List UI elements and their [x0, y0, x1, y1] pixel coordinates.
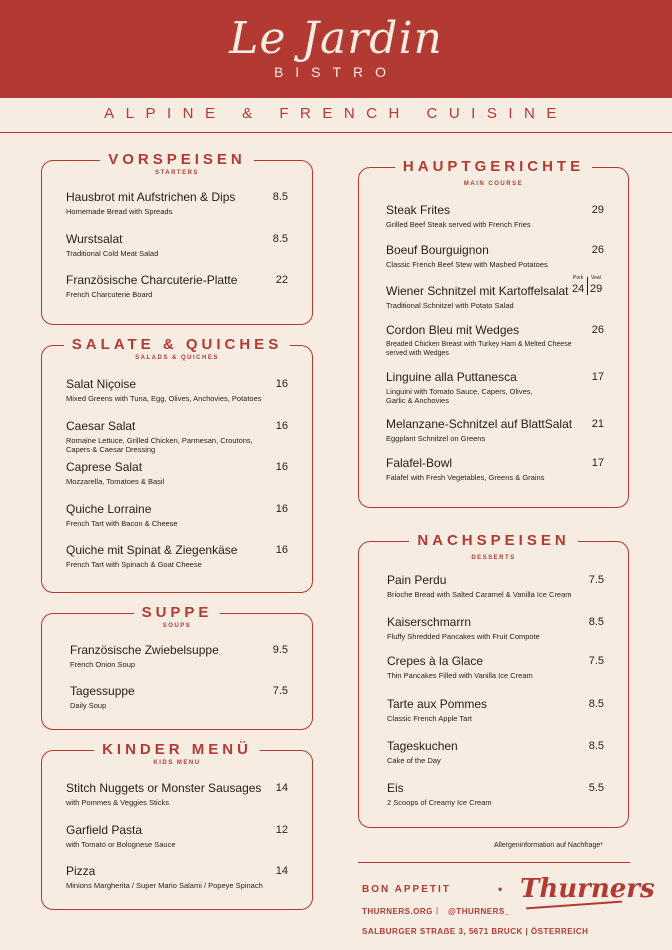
menu-item [386, 275, 604, 310]
section-kinder-menu [41, 741, 313, 910]
price-divider [587, 277, 588, 295]
website-link[interactable]: THURNERS.ORG [362, 907, 433, 916]
menu-item [66, 543, 288, 569]
section-subtitle: DESSERTS [471, 555, 516, 561]
item-price: 26 [591, 244, 604, 256]
item-price: 16 [275, 420, 288, 432]
pork-price: 24 [572, 283, 585, 295]
menu-item [66, 377, 288, 403]
item-price: 7.5 [588, 655, 604, 667]
item-name: Boeuf Bourguignon [386, 243, 489, 257]
menu-item [66, 273, 288, 299]
item-name: Tarte aux Pommes [387, 697, 488, 711]
section-suppe [41, 604, 313, 730]
item-name: Garfield Pasta [66, 823, 143, 837]
menu-item [387, 573, 604, 599]
item-price: 29 [591, 204, 604, 216]
menu-item [66, 190, 288, 216]
restaurant-logo-title: Le Jardin [229, 13, 443, 64]
item-description: Mixed Greens with Tuna, Egg, Olives, Anchovies, Potatoes [66, 394, 262, 403]
menu-item [387, 697, 604, 723]
address: SALBURGER STRAẞE 3, 5671 BRUCK | ÖSTERREICH [362, 927, 589, 936]
item-name: Falafel-Bowl [386, 456, 453, 470]
item-description-line2: Garlic & Anchovies [386, 396, 449, 405]
price-pair [572, 275, 604, 301]
item-price: 12 [275, 824, 288, 836]
section-vorspeisen [41, 151, 313, 325]
item-name: Wiener Schnitzel mit Kartoffelsalat [386, 284, 569, 298]
item-description: Linguini with Tomato Sauce, Capers, Olives, [386, 387, 533, 396]
item-name: Melanzane-Schnitzel auf BlattSalat [386, 417, 573, 431]
item-description: Romaine Lettuce, Grilled Chicken, Parmesan, Croutons, [66, 436, 253, 445]
menu-item [66, 419, 288, 454]
item-description: with Tomato or Bolognese Sauce [66, 840, 176, 849]
item-price: 8.5 [588, 698, 604, 710]
item-name: Caprese Salat [66, 460, 143, 474]
menu-item [70, 684, 288, 710]
item-name: Tagessuppe [70, 684, 135, 698]
tagline-divider [0, 132, 672, 133]
instagram-handle[interactable]: @THURNERS_ [448, 907, 510, 916]
item-description: Brioche Bread with Salted Caramel & Vanilla Ice Cream [387, 590, 572, 599]
item-name: Linguine alla Puttanesca [386, 370, 517, 384]
item-name: Caesar Salat [66, 419, 136, 433]
item-name: Pain Perdu [387, 573, 447, 587]
item-description: Minions Margherita / Super Mario Salami / Popeye Spinach [66, 881, 263, 890]
item-price: 16 [275, 378, 288, 390]
menu-item [386, 370, 604, 405]
item-price: 8.5 [588, 616, 604, 628]
item-name: Kaiserschmarrn [387, 615, 472, 629]
section-subtitle: SALADS & QUICHES [135, 355, 219, 361]
item-description-line2: Capers & Caesar Dressing [66, 445, 156, 454]
menu-item [386, 456, 604, 482]
item-description: Classic French Apple Tart [387, 714, 472, 723]
section-salate-quiches [41, 336, 313, 593]
item-price: 8.5 [272, 233, 288, 245]
item-description: Breaded Chicken Breast with Turkey Ham & Melted Cheese [386, 341, 572, 348]
menu-item [387, 615, 604, 641]
item-description: Eggplant Schnitzel on Greens [386, 434, 486, 443]
item-name: Hausbrot mit Aufstrichen & Dips [66, 190, 236, 204]
item-description: Grilled Beef Steak served with French Fries [386, 220, 531, 229]
veal-label: Veal [591, 275, 601, 281]
item-price: 17 [591, 457, 604, 469]
item-name: Pizza [66, 864, 96, 878]
item-description: Thin Pancakes Filled with Vanilla Ice Cream [387, 671, 533, 680]
footer-divider [358, 862, 630, 863]
section-subtitle: STARTERS [155, 170, 199, 176]
item-price: 8.5 [588, 740, 604, 752]
restaurant-logo-subtitle: BISTRO [273, 64, 399, 80]
item-name: Quiche mit Spinat & Ziegenkäse [66, 543, 238, 557]
bon-appetit-label: BON APPETIT [362, 884, 451, 895]
item-price: 7.5 [272, 685, 288, 697]
item-price: 17 [591, 371, 604, 383]
item-description: French Tart with Spinach & Goat Cheese [66, 560, 202, 569]
menu-item [386, 323, 604, 358]
menu-item [66, 864, 288, 890]
item-description: with Pommes & Veggies Sticks [66, 798, 169, 807]
item-description: French Tart with Bacon & Cheese [66, 519, 178, 528]
item-price: 14 [275, 782, 288, 794]
item-price: 7.5 [588, 574, 604, 586]
menu-item [386, 203, 604, 229]
menu-item [387, 739, 604, 765]
item-name: Steak Frites [386, 203, 451, 217]
item-price: 9.5 [272, 644, 288, 656]
item-name: Cordon Bleu mit Wedges [386, 323, 520, 337]
item-name: Französische Zwiebelsuppe [70, 643, 219, 657]
section-subtitle: MAIN COURSE [463, 181, 524, 187]
menu-item [66, 781, 288, 807]
item-name: Salat Niçoise [66, 377, 137, 391]
footer-separator: | [436, 906, 439, 915]
item-price: 5.5 [588, 782, 604, 794]
item-name: Quiche Lorraine [66, 502, 152, 516]
section-subtitle: KIDS MENU [153, 760, 201, 766]
item-name: Crepes à la Glace [387, 654, 484, 668]
section-title: VORSPEISEN [100, 151, 254, 169]
section-subtitle: SOUPS [162, 623, 192, 629]
section-title: NACHSPEISEN [409, 532, 577, 550]
item-description: 2 Scoops of Creamy Ice Cream [387, 798, 492, 807]
item-price: 21 [591, 418, 604, 430]
menu-item [66, 823, 288, 849]
item-description: Mozzarella, Tomatoes & Basil [66, 477, 165, 486]
section-title: KINDER MENÜ [94, 741, 260, 759]
item-price: 8.5 [272, 191, 288, 203]
item-description: Falafel with Fresh Vegetables, Greens & Grains [386, 473, 545, 482]
item-name: Französische Charcuterie-Platte [66, 273, 238, 287]
item-price: 26 [591, 324, 604, 336]
bullet-separator: • [498, 882, 503, 896]
item-description: Daily Soup [70, 701, 107, 710]
item-price: 16 [275, 461, 288, 473]
menu-item [386, 417, 604, 443]
menu-item [66, 460, 288, 486]
menu-item [386, 243, 604, 269]
item-description: French Charcuterie Board [66, 290, 153, 299]
menu-item [66, 502, 288, 528]
allergen-note: Allergeninformation auf Nachfrage* [494, 842, 603, 849]
thurners-logo: Thurners [520, 874, 655, 904]
item-price: 16 [275, 544, 288, 556]
pork-label: Pork [573, 275, 584, 281]
cuisine-tagline: ALPINE & FRENCH CUISINE [104, 105, 568, 122]
section-title: HAUPTGERICHTE [395, 158, 592, 176]
section-title: SUPPE [134, 604, 221, 622]
item-description: French Onion Soup [70, 660, 136, 669]
menu-item [66, 232, 288, 258]
veal-price: 29 [590, 283, 603, 295]
item-description-line2: served with Wedges [386, 350, 449, 357]
item-description: Cake of the Day [387, 756, 441, 765]
menu-item [70, 643, 288, 669]
menu-item [387, 781, 604, 807]
item-price: 14 [275, 865, 288, 877]
item-price: 16 [275, 503, 288, 515]
item-description: Homemade Bread with Spreads [66, 207, 173, 216]
menu-item [387, 654, 604, 680]
item-name: Stitch Nuggets or Monster Sausages [66, 781, 262, 795]
item-description: Fluffy Shredded Pancakes with Fruit Compote [387, 632, 540, 641]
section-title: SALATE & QUICHES [64, 336, 290, 354]
section-nachspeisen [358, 532, 629, 828]
item-description: Traditional Schnitzel with Potato Salad [386, 301, 514, 310]
item-description: Traditional Cold Meat Salad [66, 249, 159, 258]
item-price: 22 [275, 274, 288, 286]
section-hauptgerichte [358, 158, 629, 508]
header-banner [0, 0, 672, 98]
item-name: Eis [387, 781, 404, 795]
item-name: Wurstsalat [66, 232, 123, 246]
item-name: Tageskuchen [387, 739, 458, 753]
item-description: Classic French Beef Stew with Mashed Potatoes [386, 260, 548, 269]
